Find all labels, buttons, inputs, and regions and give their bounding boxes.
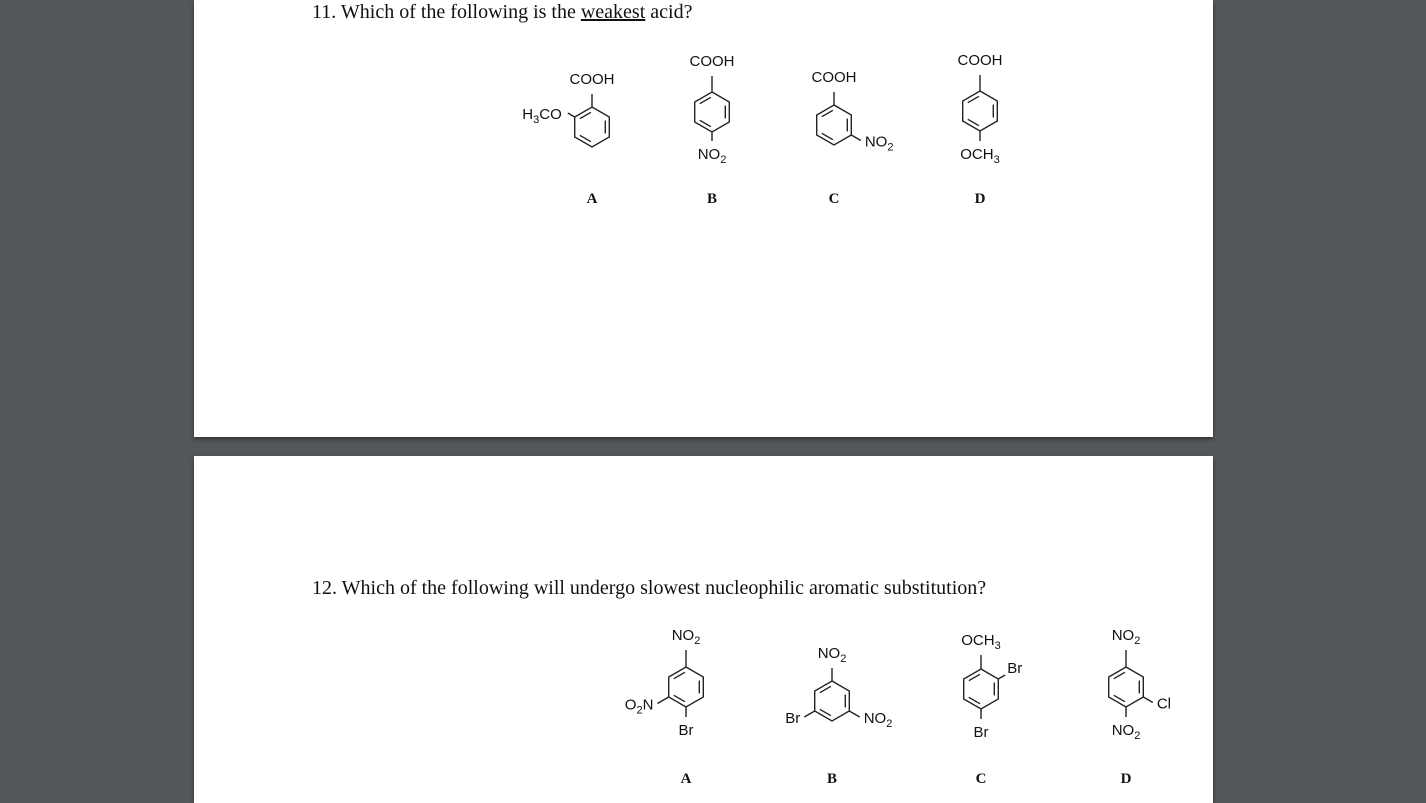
benzene-ring: [963, 91, 998, 131]
substituent-label: Br: [678, 722, 694, 739]
q12-option-b-letter: B: [826, 771, 838, 787]
substituent-bond: [568, 113, 575, 117]
q11-option-c: [812, 69, 894, 207]
question-11-suffix: acid?: [645, 1, 693, 23]
benzene-ring: [1109, 667, 1144, 707]
substituent-label: $NO_2$: [864, 133, 894, 154]
substituent-label: $NO_2$: [697, 146, 727, 166]
substituent-bond: [851, 135, 861, 141]
substituent-label: $H_3CO$: [522, 106, 562, 126]
question-12-structures: [194, 456, 1213, 803]
q11-option-d-letter: D: [974, 191, 986, 207]
substituent-label: $OCH_3$: [960, 146, 1000, 166]
substituent-label: COOH: [689, 53, 735, 70]
page-1: [194, 0, 1213, 437]
substituent-label: $O_2N$: [624, 696, 654, 717]
question-11-structures: [194, 0, 1213, 437]
question-12: 12. Which of the following will undergo slowest nucleophilic aromatic substitution?: [312, 577, 987, 599]
q12-option-d: [1109, 627, 1171, 787]
q11-option-d: [958, 52, 1003, 207]
q11-option-a-letter: A: [586, 191, 598, 207]
substituent-label: Br: [785, 710, 801, 727]
substituent-label: $OCH_3$: [961, 632, 1001, 652]
substituent-label: COOH: [569, 71, 615, 88]
substituent-bond: [998, 675, 1005, 679]
q11-option-b: [690, 53, 735, 207]
substituent-label: COOH: [811, 69, 857, 86]
page-2: [194, 456, 1213, 803]
substituent-bond: [1143, 697, 1153, 703]
q12-option-a-letter: A: [680, 771, 692, 787]
q12-option-a: [625, 627, 704, 787]
q11-option-a: [522, 71, 614, 207]
substituent-bond: [804, 711, 814, 717]
substituent-label: Br: [973, 724, 989, 741]
benzene-ring: [815, 681, 850, 721]
substituent-label: $NO_2$: [671, 627, 701, 647]
benzene-ring: [817, 105, 852, 145]
q12-option-d-letter: D: [1120, 771, 1132, 787]
substituent-label: COOH: [957, 52, 1003, 69]
q12-option-b: [785, 645, 892, 787]
question-11-emphasis: weakest: [580, 1, 646, 23]
q11-option-c-letter: C: [828, 191, 840, 207]
substituent-label: Cl: [1156, 695, 1172, 713]
benzene-ring: [669, 667, 704, 707]
q12-option-c: [961, 632, 1022, 787]
substituent-bond: [657, 697, 668, 704]
substituent-label: $NO_2$: [817, 645, 847, 665]
substituent-label: $NO_2$: [1111, 627, 1141, 647]
substituent-label: $NO_2$: [1111, 722, 1141, 742]
q11-option-b-letter: B: [706, 191, 718, 207]
benzene-ring: [964, 669, 999, 709]
benzene-ring: [695, 92, 730, 132]
question-11-prefix: 11. Which of the following is the: [312, 1, 581, 23]
benzene-ring: [575, 107, 610, 147]
substituent-bond: [849, 711, 859, 717]
q12-option-c-letter: C: [975, 771, 987, 787]
substituent-label: Br: [1007, 660, 1023, 677]
substituent-label: $NO_2$: [863, 710, 893, 730]
